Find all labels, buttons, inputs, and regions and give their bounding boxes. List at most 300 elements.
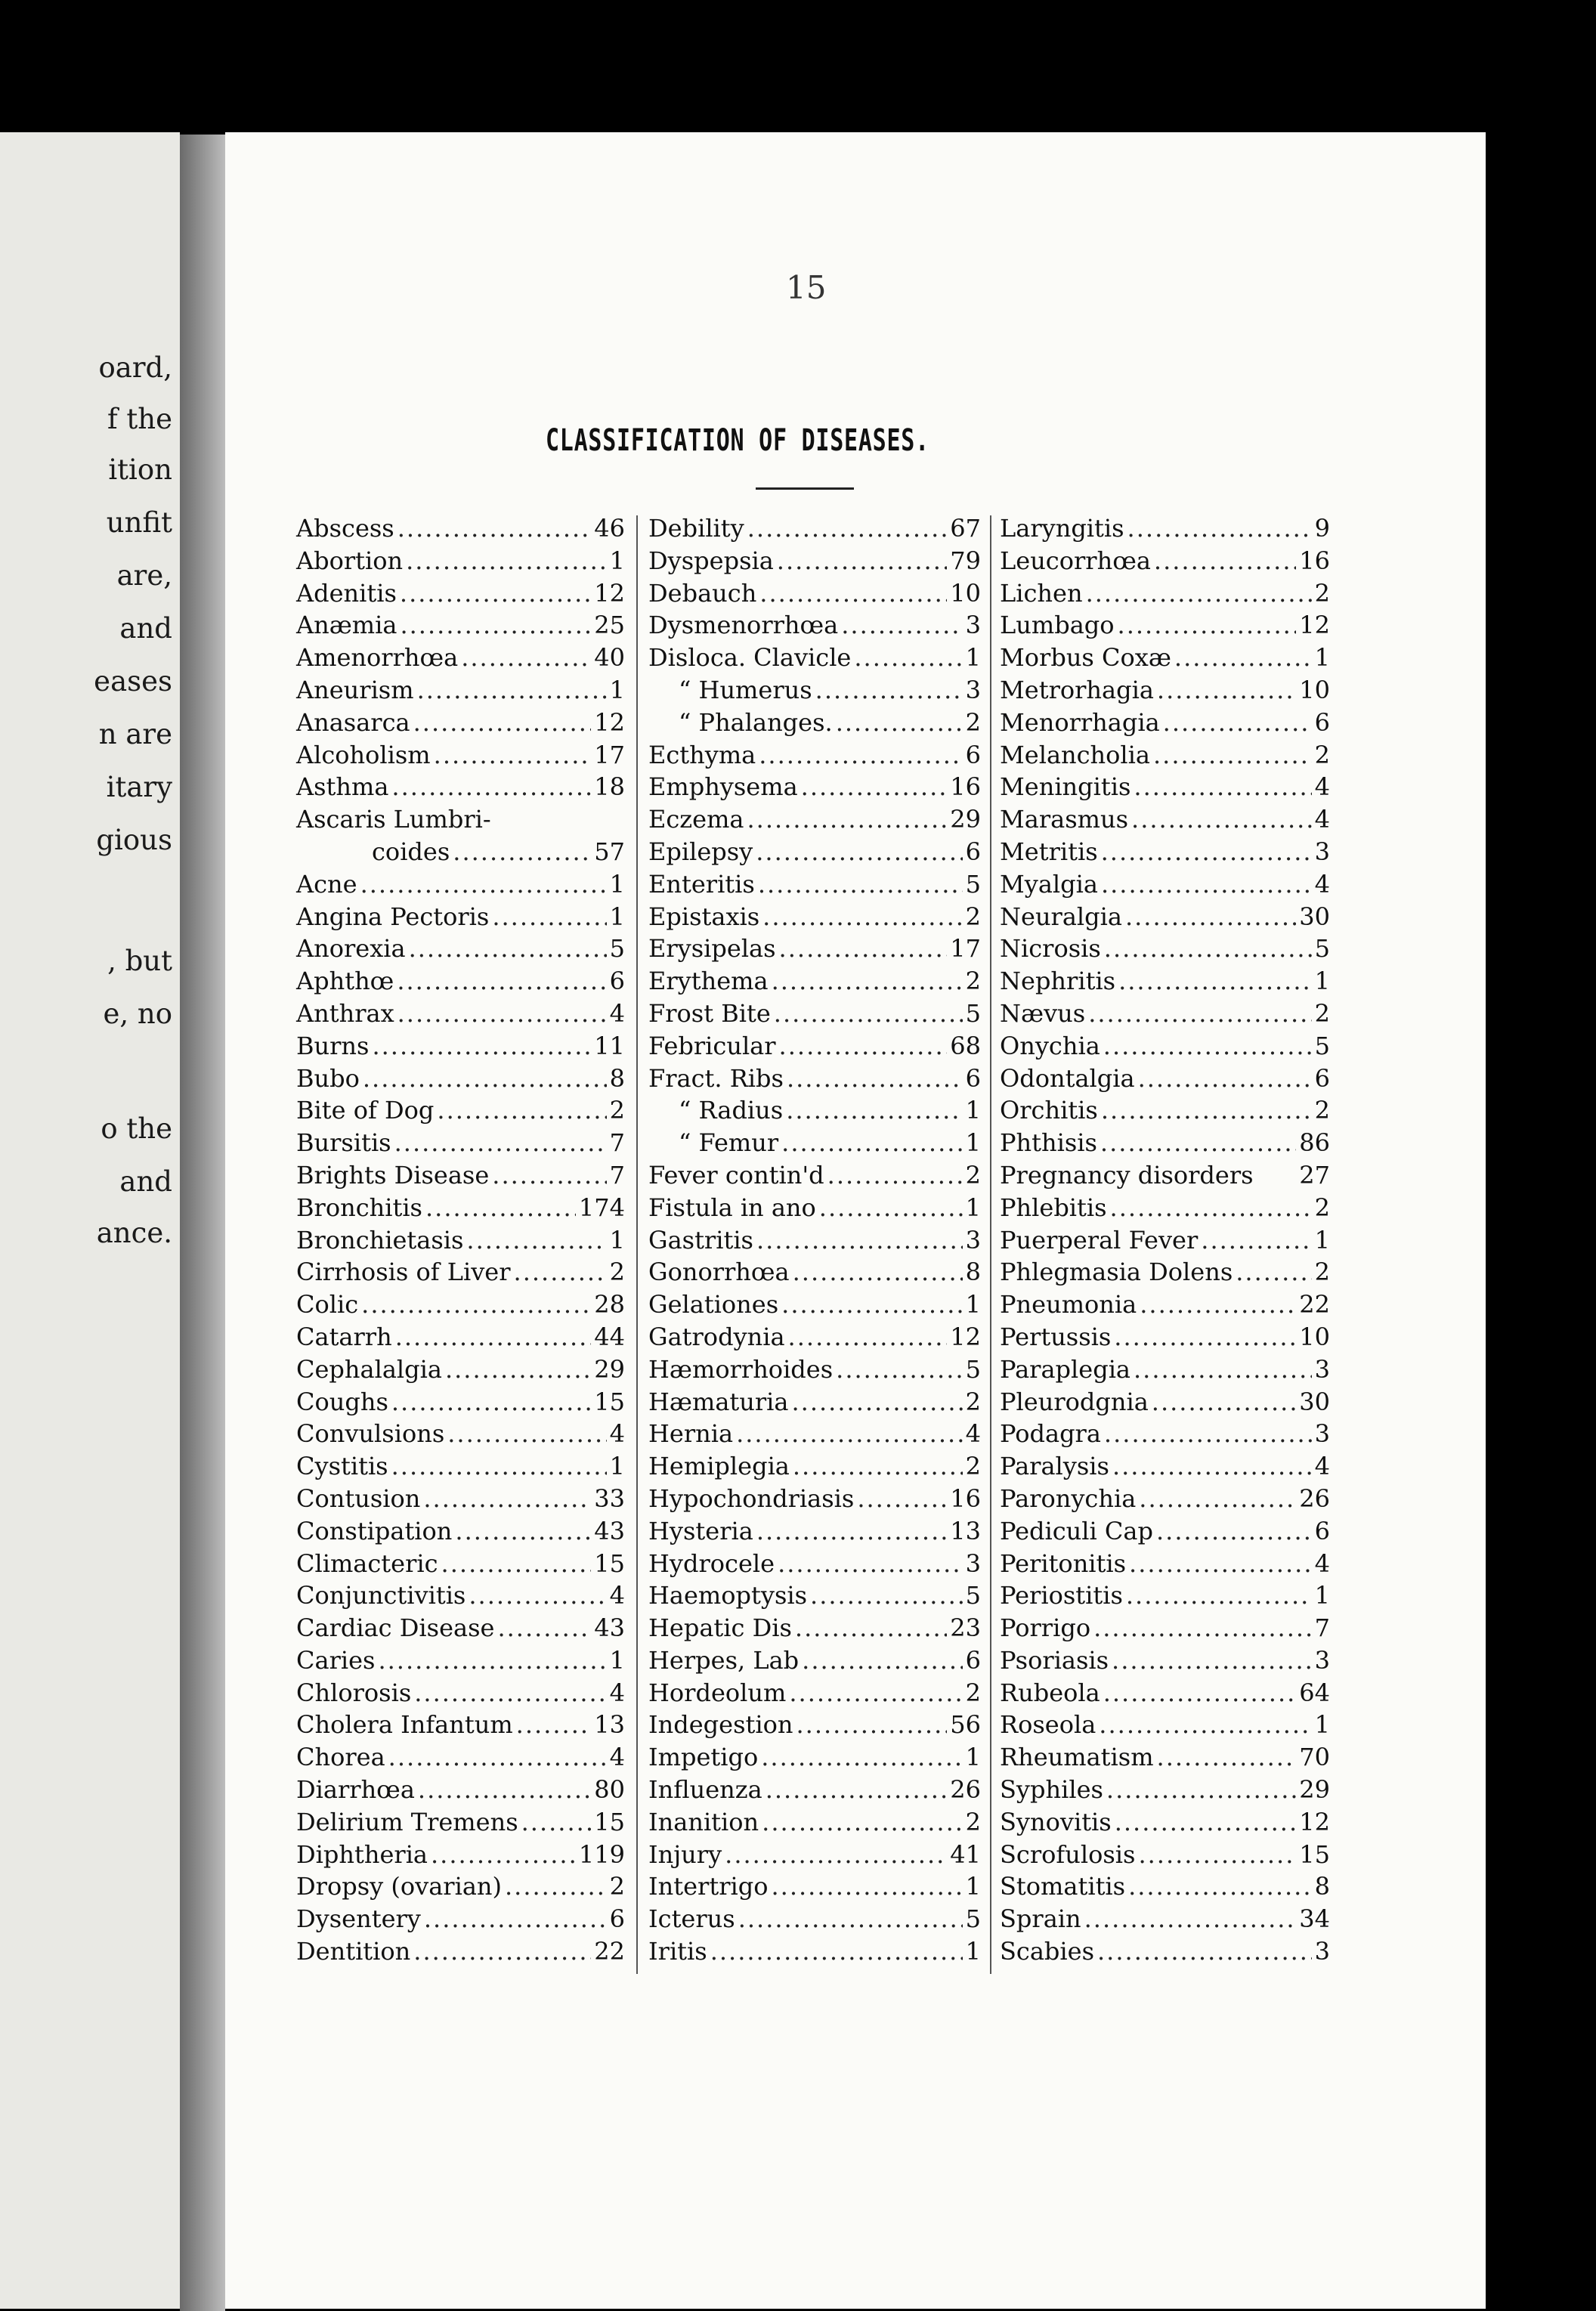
- disease-count: 13: [950, 1516, 981, 1545]
- disease-name: Ascaris Lumbri-: [296, 805, 491, 834]
- disease-entry: [296, 1094, 625, 1127]
- disease-entry: [1000, 1870, 1330, 1903]
- leader-dots: [425, 1192, 576, 1224]
- leader-dots: [1088, 998, 1311, 1030]
- disease-count: 26: [1299, 1483, 1330, 1513]
- leader-dots: [1114, 1321, 1296, 1353]
- leader-dots: [1104, 933, 1312, 965]
- disease-count: 43: [594, 1516, 625, 1545]
- disease-entry: [648, 1159, 981, 1192]
- disease-name: Lumbago: [1000, 611, 1115, 640]
- leader-dots: [793, 1256, 963, 1289]
- leader-dots: [781, 1289, 963, 1321]
- leader-dots: [836, 707, 963, 739]
- disease-entry: [648, 609, 981, 642]
- disease-count: 1: [965, 1872, 981, 1901]
- disease-entry: [296, 1935, 625, 1968]
- disease-entry: [1000, 1579, 1330, 1612]
- disease-count: 15: [1299, 1839, 1330, 1869]
- leader-dots: [1152, 1386, 1297, 1418]
- disease-count: 1: [609, 902, 625, 931]
- facing-page-text: , but: [107, 945, 172, 977]
- disease-count: 4: [1314, 1452, 1330, 1481]
- disease-entry: [296, 868, 625, 901]
- disease-entry: [296, 836, 625, 868]
- disease-entry: [1000, 609, 1330, 642]
- disease-entry: [648, 674, 981, 707]
- disease-count: 3: [965, 675, 981, 704]
- leader-dots: [434, 739, 592, 772]
- disease-entry: [1000, 1774, 1330, 1806]
- facing-page-text: ance.: [96, 1217, 172, 1249]
- disease-entry: [648, 1127, 981, 1159]
- disease-name: Enteritis: [648, 869, 755, 899]
- disease-count: 4: [1314, 869, 1330, 899]
- disease-count: 5: [1314, 934, 1330, 964]
- disease-count: 29: [950, 805, 981, 834]
- disease-count: 29: [1299, 1775, 1330, 1805]
- disease-entry: [648, 998, 981, 1030]
- disease-entry: [648, 1450, 981, 1483]
- disease-entry: [1000, 1256, 1330, 1289]
- disease-name: Adenitis: [296, 578, 397, 608]
- disease-name: Ecthyma: [648, 740, 756, 769]
- disease-entry: [1000, 1192, 1330, 1224]
- leader-dots: [801, 771, 948, 803]
- leader-dots: [762, 901, 963, 933]
- leader-dots: [793, 1450, 963, 1483]
- disease-entry: [296, 1063, 625, 1095]
- disease-count: 43: [594, 1613, 625, 1643]
- leader-dots: [841, 609, 962, 642]
- disease-name: Impetigo: [648, 1743, 759, 1772]
- disease-column-2: [648, 512, 981, 1968]
- disease-name: Roseola: [1000, 1710, 1096, 1740]
- disease-count: 6: [1314, 707, 1330, 737]
- facing-page-text: n are: [98, 718, 172, 750]
- leader-dots: [1153, 739, 1312, 772]
- leader-dots: [756, 1515, 947, 1548]
- disease-name: Fever contin'd: [648, 1160, 824, 1190]
- disease-entry: [296, 1548, 625, 1580]
- disease-name: Indegestion: [648, 1710, 793, 1740]
- disease-entry: [1000, 1353, 1330, 1386]
- disease-name: Metritis: [1000, 837, 1098, 866]
- disease-name: Laryngitis: [1000, 514, 1124, 543]
- leader-dots: [469, 1579, 606, 1612]
- disease-name: Sprain: [1000, 1904, 1081, 1934]
- disease-name: “ Humerus: [679, 675, 812, 704]
- leader-dots: [409, 933, 607, 965]
- leader-dots: [424, 1903, 607, 1935]
- disease-column-1: [296, 512, 625, 1968]
- leader-dots: [1104, 1418, 1312, 1450]
- disease-name: Colic: [296, 1290, 359, 1319]
- leader-dots: [1084, 1903, 1297, 1935]
- leader-dots: [455, 1515, 591, 1548]
- leader-dots: [1129, 1548, 1312, 1580]
- disease-name: Pleurodgnia: [1000, 1387, 1149, 1416]
- disease-name: Climacteric: [296, 1548, 438, 1578]
- disease-entry: [648, 1386, 981, 1418]
- disease-count: 5: [1314, 1031, 1330, 1060]
- disease-name: Hysteria: [648, 1516, 753, 1545]
- disease-entry: [648, 965, 981, 998]
- disease-name: Pertussis: [1000, 1322, 1112, 1351]
- disease-count: 3: [1314, 1354, 1330, 1384]
- disease-name: Asthma: [296, 772, 389, 802]
- disease-count: 18: [594, 772, 625, 802]
- disease-count: 3: [1314, 837, 1330, 866]
- disease-name: Dysmenorrhœa: [648, 611, 839, 640]
- disease-count: 5: [965, 1354, 981, 1384]
- disease-name: “ Radius: [679, 1096, 784, 1125]
- disease-name: Erythema: [648, 967, 769, 996]
- disease-name: Frost Bite: [648, 998, 771, 1028]
- disease-entry: [1000, 1418, 1330, 1450]
- disease-name: Coughs: [296, 1387, 388, 1416]
- disease-count: 16: [1299, 546, 1330, 575]
- disease-name: Anthrax: [296, 998, 394, 1028]
- leader-dots: [788, 1321, 948, 1353]
- disease-count: 1: [609, 546, 625, 575]
- leader-dots: [747, 803, 948, 836]
- disease-name: Hydrocele: [648, 1548, 775, 1578]
- disease-name: Injury: [648, 1839, 722, 1869]
- disease-count: 119: [578, 1839, 625, 1869]
- disease-count: 16: [950, 772, 981, 802]
- leader-dots: [802, 1644, 963, 1677]
- leader-dots: [836, 1353, 963, 1386]
- disease-name: Podagra: [1000, 1419, 1101, 1449]
- leader-dots: [453, 836, 591, 868]
- disease-entry: [296, 1353, 625, 1386]
- disease-name: Diarrhœa: [296, 1775, 415, 1805]
- disease-name: Paraplegia: [1000, 1354, 1130, 1384]
- disease-count: 1: [965, 1193, 981, 1222]
- leader-dots: [388, 1741, 607, 1774]
- disease-count: 2: [965, 1452, 981, 1481]
- disease-entry: [296, 609, 625, 642]
- disease-count: 67: [950, 514, 981, 543]
- disease-count: 1: [609, 675, 625, 704]
- disease-count: 2: [1314, 740, 1330, 769]
- disease-count: 3: [965, 611, 981, 640]
- leader-dots: [1138, 1839, 1296, 1871]
- leader-dots: [778, 1548, 963, 1580]
- disease-name: Bite of Dog: [296, 1096, 435, 1125]
- leader-dots: [736, 1418, 963, 1450]
- disease-entry: [1000, 803, 1330, 836]
- disease-name: Hæmorrhoides: [648, 1354, 834, 1384]
- disease-name: Paronychia: [1000, 1483, 1137, 1513]
- disease-entry: [648, 1094, 981, 1127]
- disease-name: Abscess: [296, 514, 394, 543]
- leader-dots: [815, 674, 963, 707]
- disease-name: Cystitis: [296, 1452, 388, 1481]
- leader-dots: [397, 512, 592, 545]
- disease-name: Erysipelas: [648, 934, 776, 964]
- disease-count: 6: [609, 1904, 625, 1934]
- disease-name: Hæmaturia: [648, 1387, 789, 1416]
- disease-count: 2: [965, 707, 981, 737]
- disease-name: Conjunctivitis: [296, 1581, 466, 1610]
- disease-name: Alcoholism: [296, 740, 431, 769]
- leader-dots: [857, 1483, 947, 1515]
- leader-dots: [1236, 1256, 1311, 1289]
- leader-dots: [1099, 1709, 1311, 1741]
- leader-dots: [414, 1677, 606, 1709]
- facing-page-text: unfit: [106, 506, 172, 539]
- disease-name: Cirrhosis of Liver: [296, 1258, 511, 1287]
- disease-count: 2: [609, 1872, 625, 1901]
- disease-entry: [1000, 1612, 1330, 1644]
- disease-count: 22: [1299, 1290, 1330, 1319]
- disease-count: 70: [1299, 1743, 1330, 1772]
- disease-entry: [1000, 1159, 1330, 1192]
- disease-name: Nicrosis: [1000, 934, 1101, 964]
- disease-count: 2: [965, 902, 981, 931]
- disease-count: 46: [594, 514, 625, 543]
- leader-dots: [363, 1063, 607, 1095]
- disease-name: Cephalalgia: [296, 1354, 442, 1384]
- disease-count: 29: [594, 1354, 625, 1384]
- disease-entry: [1000, 1483, 1330, 1515]
- disease-name: Psoriasis: [1000, 1645, 1109, 1675]
- leader-dots: [810, 1579, 963, 1612]
- disease-entry: [648, 1806, 981, 1839]
- leader-dots: [795, 1612, 947, 1644]
- disease-column-3: [1000, 512, 1330, 1968]
- disease-entry: [296, 1806, 625, 1839]
- leader-dots: [431, 1839, 576, 1871]
- disease-count: 3: [1314, 1419, 1330, 1449]
- disease-entry: [648, 512, 981, 545]
- disease-count: 79: [950, 546, 981, 575]
- disease-entry: [648, 1579, 981, 1612]
- leader-dots: [756, 836, 962, 868]
- disease-name: Dysentery: [296, 1904, 421, 1934]
- leader-dots: [789, 1677, 962, 1709]
- column-divider: [990, 515, 991, 1974]
- disease-entry: [296, 1870, 625, 1903]
- leader-dots: [418, 1774, 591, 1806]
- leader-dots: [1100, 1127, 1296, 1159]
- leader-dots: [762, 1806, 963, 1839]
- leader-dots: [756, 1224, 963, 1257]
- disease-count: 1: [1314, 967, 1330, 996]
- disease-name: Catarrh: [296, 1322, 392, 1351]
- disease-entry: [648, 1063, 981, 1095]
- disease-count: 1: [965, 1743, 981, 1772]
- leader-dots: [766, 1774, 948, 1806]
- disease-count: 30: [1299, 1387, 1330, 1416]
- disease-name: Anorexia: [296, 934, 406, 964]
- leader-dots: [1101, 836, 1312, 868]
- disease-entry: [296, 1030, 625, 1063]
- leader-dots: [391, 771, 591, 803]
- leader-dots: [1127, 512, 1312, 545]
- leader-dots: [1154, 545, 1296, 577]
- disease-count: 22: [594, 1937, 625, 1966]
- disease-entry: [296, 1612, 625, 1644]
- disease-count: 2: [965, 1387, 981, 1416]
- leader-dots: [787, 1063, 963, 1095]
- disease-count: 2: [965, 1807, 981, 1836]
- disease-name: Rubeola: [1000, 1678, 1100, 1707]
- disease-entry: [296, 1774, 625, 1806]
- disease-entry: [648, 1935, 981, 1968]
- leader-dots: [391, 1450, 607, 1483]
- disease-name: Nævus: [1000, 998, 1086, 1028]
- disease-entry: [1000, 1839, 1330, 1871]
- disease-count: 1: [1314, 1225, 1330, 1254]
- disease-count: 27: [1299, 1160, 1330, 1190]
- leader-dots: [1128, 1870, 1312, 1903]
- disease-count: 17: [950, 934, 981, 964]
- disease-count: 86: [1299, 1128, 1330, 1158]
- leader-dots: [1118, 609, 1297, 642]
- disease-name: Periostitis: [1000, 1581, 1123, 1610]
- disease-count: 6: [1314, 1063, 1330, 1093]
- disease-name: Myalgia: [1000, 869, 1098, 899]
- disease-entry: [1000, 545, 1330, 577]
- facing-page-text: itary: [106, 771, 172, 803]
- disease-count: 25: [594, 611, 625, 640]
- book-gutter: [180, 135, 225, 2311]
- leader-dots: [777, 545, 947, 577]
- disease-name: Hepatic Dis: [648, 1613, 792, 1643]
- disease-entry: [648, 1870, 981, 1903]
- disease-count: 30: [1299, 902, 1330, 931]
- disease-name: Debauch: [648, 578, 757, 608]
- disease-entry: [1000, 836, 1330, 868]
- disease-entry: [648, 1192, 981, 1224]
- disease-entry: [296, 1386, 625, 1418]
- disease-entry: [648, 545, 981, 577]
- disease-entry: [296, 1192, 625, 1224]
- disease-entry: [648, 771, 981, 803]
- disease-count: 8: [1314, 1872, 1330, 1901]
- disease-entry: [1000, 1127, 1330, 1159]
- disease-name: Inanition: [648, 1807, 759, 1836]
- disease-name: Emphysema: [648, 772, 798, 802]
- disease-name: coides: [372, 837, 450, 866]
- disease-name: Intertrigo: [648, 1872, 769, 1901]
- disease-count: 1: [965, 643, 981, 673]
- disease-name: Phlegmasia Dolens: [1000, 1258, 1233, 1287]
- page-number: 15: [786, 269, 827, 306]
- disease-count: 64: [1299, 1678, 1330, 1707]
- leader-dots: [758, 868, 963, 901]
- disease-name: Gatrodynia: [648, 1322, 785, 1351]
- disease-name: Stomatitis: [1000, 1872, 1126, 1901]
- leader-dots: [521, 1806, 592, 1839]
- disease-name: Puerperal Fever: [1000, 1225, 1199, 1254]
- facing-page-text: gious: [96, 824, 172, 856]
- disease-name: Convulsions: [296, 1419, 445, 1449]
- disease-entry: [1000, 512, 1330, 545]
- disease-name: Angina Pectoris: [296, 902, 490, 931]
- disease-entry: [1000, 674, 1330, 707]
- disease-name: Chlorosis: [296, 1678, 412, 1707]
- disease-entry: [648, 1839, 981, 1871]
- disease-count: 4: [609, 1419, 625, 1449]
- leader-dots: [360, 868, 607, 901]
- disease-entry: [1000, 1515, 1330, 1548]
- disease-name: Pregnancy disorders: [1000, 1160, 1254, 1190]
- disease-name: Menorrhagia: [1000, 707, 1160, 737]
- disease-count: 7: [609, 1160, 625, 1190]
- leader-dots: [1125, 901, 1296, 933]
- disease-entry: [296, 965, 625, 998]
- disease-count: 4: [609, 998, 625, 1028]
- column-divider: [636, 515, 638, 1974]
- leader-dots: [1112, 1644, 1312, 1677]
- leader-dots: [761, 1741, 962, 1774]
- disease-count: 5: [965, 998, 981, 1028]
- disease-entry: [1000, 1677, 1330, 1709]
- leader-dots: [514, 1256, 607, 1289]
- disease-name: Syphiles: [1000, 1775, 1103, 1805]
- disease-name: Haemoptysis: [648, 1581, 808, 1610]
- disease-name: Abortion: [296, 546, 404, 575]
- disease-count: 34: [1299, 1904, 1330, 1934]
- disease-entry: [296, 933, 625, 965]
- disease-entry: [1000, 1644, 1330, 1677]
- disease-entry: [1000, 1709, 1330, 1741]
- disease-count: 2: [965, 1678, 981, 1707]
- disease-count: 7: [1314, 1613, 1330, 1643]
- leader-dots: [492, 901, 606, 933]
- disease-entry: [296, 1321, 625, 1353]
- disease-entry: [1000, 1806, 1330, 1839]
- disease-name: Disloca. Clavicle: [648, 643, 852, 673]
- leader-dots: [378, 1644, 606, 1677]
- disease-name: Fract. Ribs: [648, 1063, 784, 1093]
- leader-dots: [1134, 1353, 1312, 1386]
- leader-dots: [747, 512, 948, 545]
- disease-count: 10: [1299, 1322, 1330, 1351]
- disease-name: Burns: [296, 1031, 370, 1060]
- disease-name: Neuralgia: [1000, 902, 1122, 931]
- leader-dots: [710, 1935, 963, 1968]
- disease-entry: [296, 739, 625, 772]
- leader-dots: [406, 545, 607, 577]
- disease-entry: [648, 868, 981, 901]
- disease-name: Epistaxis: [648, 902, 760, 931]
- disease-name: Bubo: [296, 1063, 360, 1093]
- disease-entry: [1000, 1094, 1330, 1127]
- disease-name: Hernia: [648, 1419, 734, 1449]
- disease-name: Odontalgia: [1000, 1063, 1135, 1093]
- facing-page-text: e, no: [103, 998, 172, 1030]
- disease-count: 5: [965, 869, 981, 899]
- disease-name: Dropsy (ovarian): [296, 1872, 502, 1901]
- leader-dots: [1139, 1483, 1296, 1515]
- disease-entry: [296, 1224, 625, 1257]
- disease-entry: [1000, 965, 1330, 998]
- disease-name: Constipation: [296, 1516, 453, 1545]
- disease-count: 4: [965, 1419, 981, 1449]
- disease-entry: [1000, 1386, 1330, 1418]
- title-rule: [756, 487, 854, 490]
- disease-entry: [648, 1774, 981, 1806]
- disease-count: 12: [1299, 1807, 1330, 1836]
- disease-entry: [648, 1548, 981, 1580]
- leader-dots: [400, 577, 591, 610]
- disease-entry: [1000, 707, 1330, 739]
